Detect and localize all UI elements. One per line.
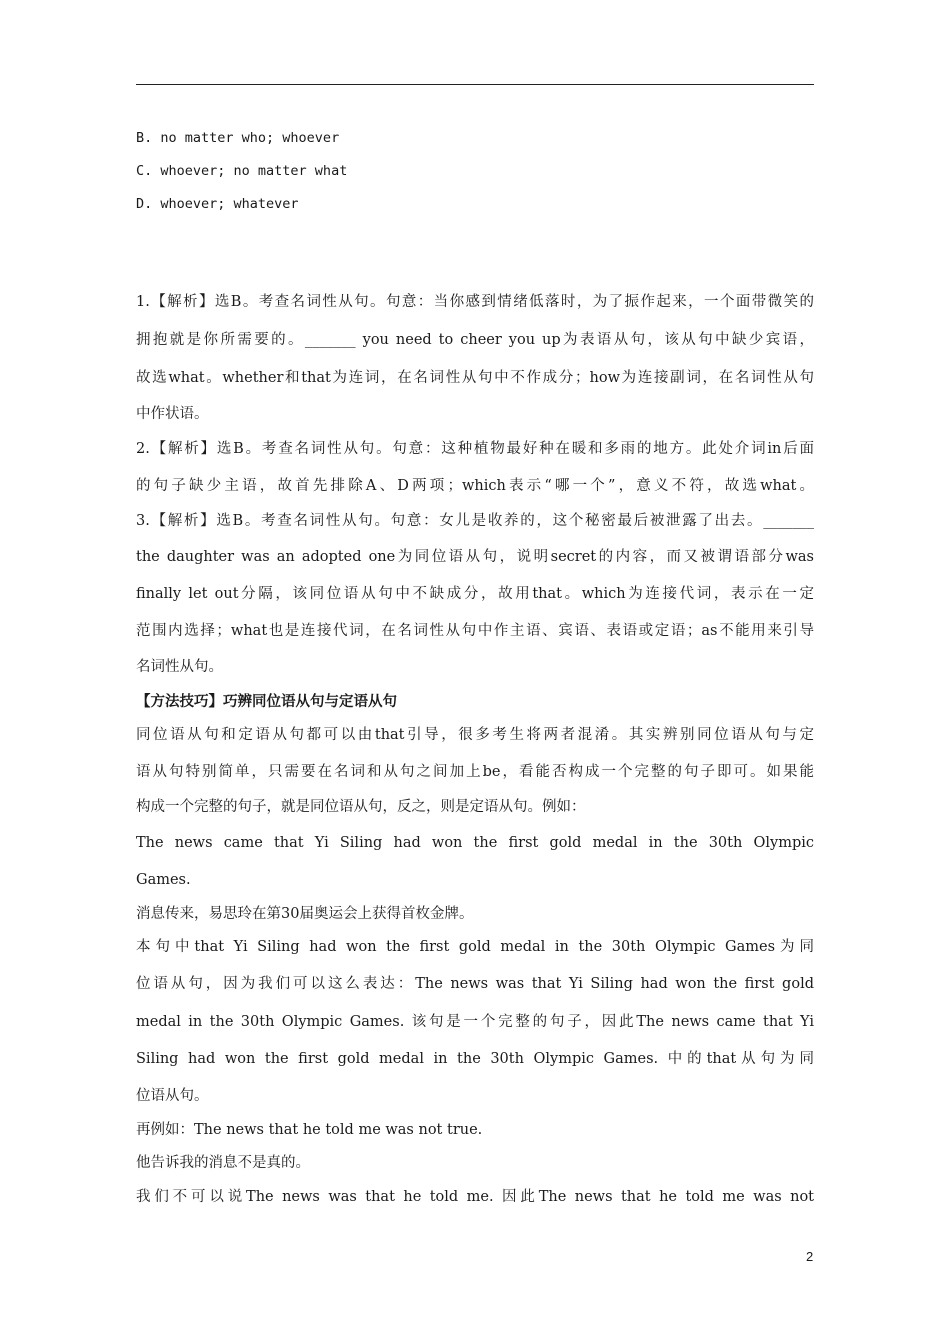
answer-option: D. whoever; whatever (136, 196, 299, 212)
text-line: 1.【解析】选B。考查名词性从句。句意：当你感到情绪低落时，为了振作起来，一个面带微笑的 (136, 294, 814, 310)
text-line: 语从句特别简单，只需要在名词和从句之间加上be，看能否构成一个完整的句子即可。如果能 (136, 764, 814, 780)
section-heading: 【方法技巧】巧辨同位语从句与定语从句 (136, 693, 397, 710)
text-line: the daughter was an adopted one为同位语从句，说明secret的内容，而又被谓语部分was (136, 549, 814, 565)
page-number: 2 (806, 1249, 814, 1264)
header-rule (136, 84, 814, 85)
text-line: The news came that Yi Siling had won the first gold medal in the 30th Olympic (136, 835, 814, 851)
text-line: 本句中that Yi Siling had won the first gold medal in the 30th Olympic Games为同 (136, 939, 814, 955)
text-line: 再例如：The news that he told me was not true. (136, 1122, 483, 1138)
text-line: 中作状语。 (136, 406, 209, 422)
text-line: finally let out分隔，该同位语从句中不缺成分，故用that。which为连接代词，表示在一定 (136, 586, 814, 602)
text-line: 同位语从句和定语从句都可以由that引导，很多考生将两者混淆。其实辨别同位语从句与定 (136, 727, 814, 743)
text-line: Siling had won the first gold medal in the 30th Olympic Games. 中的that从句为同 (136, 1051, 814, 1067)
answer-option: C. whoever; no matter what (136, 163, 348, 179)
text-line: 位语从句，因为我们可以这么表达：The news was that Yi Siling had won the first gold (136, 976, 814, 992)
text-line: 范围内选择；what也是连接代词，在名词性从句中作主语、宾语、表语或定语；as不能用来引导 (136, 623, 814, 639)
text-line: 名词性从句。 (136, 659, 223, 675)
text-line: medal in the 30th Olympic Games. 该句是一个完整的句子，因此The news came that Yi (136, 1014, 814, 1030)
text-line: 我们不可以说The news was that he told me. 因此The news that he told me was not (136, 1189, 814, 1205)
text-line: 的句子缺少主语，故首先排除A、D两项；which表示“哪一个”，意义不符，故选what。 (136, 478, 814, 494)
text-line: 他告诉我的消息不是真的。 (136, 1155, 310, 1171)
answer-option: B. no matter who; whoever (136, 130, 340, 146)
text-line: 3.【解析】选B。考查名词性从句。句意：女儿是收养的，这个秘密最后被泄露了出去。_______ (136, 513, 814, 529)
text-line: 2.【解析】选B。考查名词性从句。句意：这种植物最好种在暖和多雨的地方。此处介词in后面 (136, 441, 814, 457)
text-line: 消息传来，易思玲在第30届奥运会上获得首枚金牌。 (136, 906, 474, 922)
text-line: 位语从句。 (136, 1088, 209, 1104)
text-line: Games. (136, 872, 191, 888)
text-line: 拥抱就是你所需要的。_______ you need to cheer you up为表语从句，该从句中缺少宾语， (136, 332, 814, 348)
text-line: 构成一个完整的句子，就是同位语从句，反之，则是定语从句。例如： (136, 799, 586, 815)
text-line: 故选what。whether和that为连词，在名词性从句中不作成分；how为连接副词，在名词性从句 (136, 370, 814, 386)
